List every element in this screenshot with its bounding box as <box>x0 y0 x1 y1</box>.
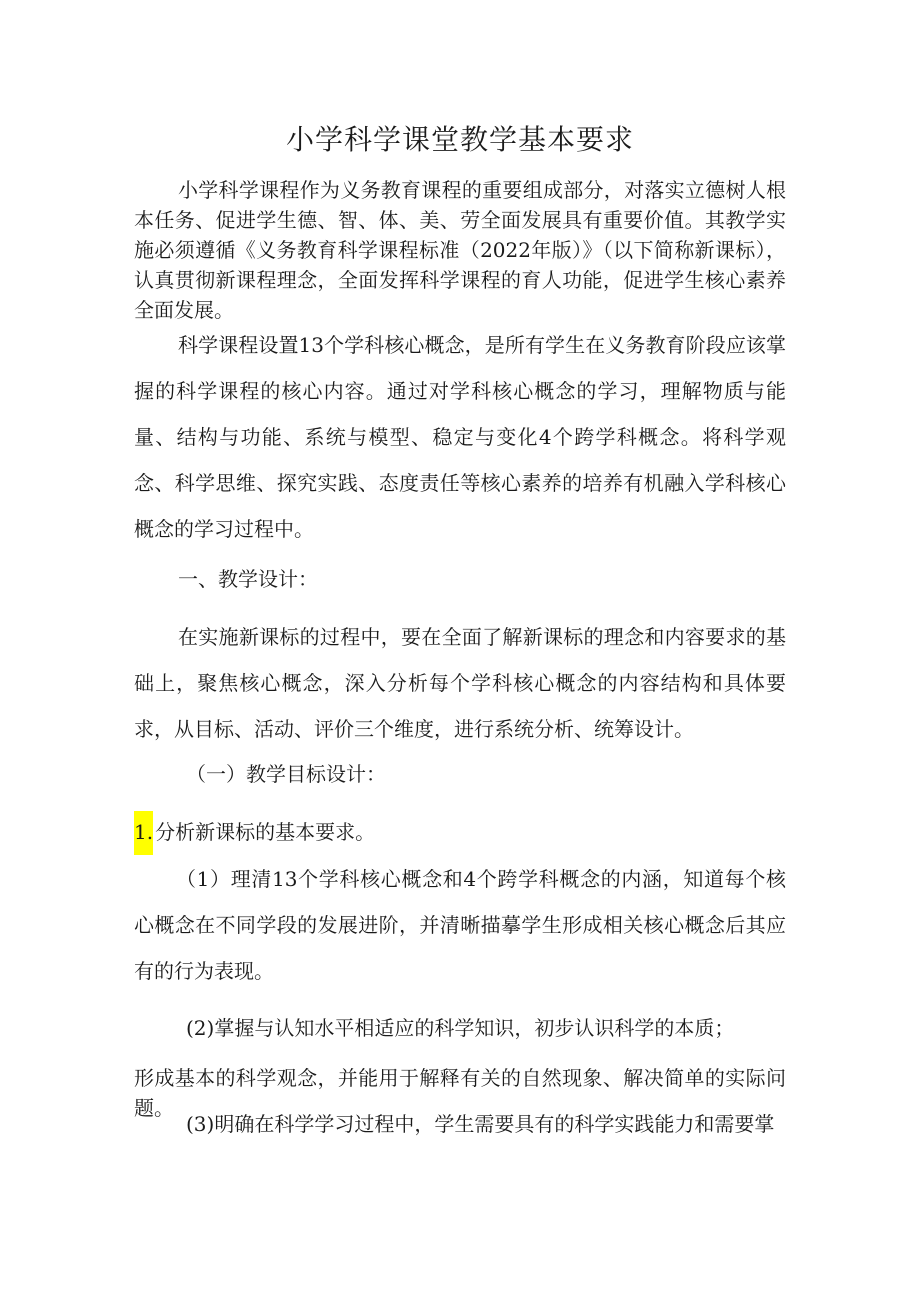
teaching-design-paragraph: 在实施新课标的过程中，要在全面了解新课标的理念和内容要求的基础上，聚焦核心概念，深入分析每个学科核心概念的内容结构和具体要求，从目标、活动、评价三个维度，进行系统分析、统筹设计。 <box>134 625 786 741</box>
intro-paragraph: 小学科学课程作为义务教育课程的重要组成部分，对落实立德树人根本任务、促进学生德、智、体、美、劳全面发展具有重要价值。其教学实施必须遵循《义务教育科学课程标准（2022年版）》（以下简称新课标），认真贯彻新课程理念，全面发挥科学课程的育人功能，促进学生核心素养全面发展。 <box>134 178 786 322</box>
point-2-line-2: 形成基本的科学观念，并能用于解释有关的自然现象、解决简单的实际问题。 <box>134 1066 786 1120</box>
list-item-1-text: 分析新课标的基本要求。 <box>155 820 376 844</box>
list-item-1 <box>134 811 786 855</box>
document-title: 小学科学课堂教学基本要求 <box>285 123 634 156</box>
section-heading-teaching-design: 一、教学设计： <box>178 567 318 591</box>
highlighted-item-number: 1. <box>134 811 153 855</box>
point-3-paragraph: (3)明确在科学学习过程中，学生需要具有的科学实践能力和需要掌 <box>186 1112 775 1136</box>
subsection-heading-teaching-goals: （一）教学目标设计： <box>186 762 386 786</box>
point-2-line-1: (2)掌握与认知水平相适应的科学知识，初步认识科学的本质； <box>186 1016 735 1040</box>
core-concepts-paragraph: 科学课程设置13个学科核心概念，是所有学生在义务教育阶段应该掌握的科学课程的核心内容。通过对学科核心概念的学习，理解物质与能量、结构与功能、系统与模型、稳定与变化4个跨学科概念。将科学观念、科学思维、探究实践、态度责任等核心素养的培养有机融入学科核心概念的学习过程中。 <box>134 333 786 541</box>
point-1-paragraph: （1）理清13个学科核心概念和4个跨学科概念的内涵，知道每个核心概念在不同学段的发展进阶，并清晰描摹学生形成相关核心概念后其应有的行为表现。 <box>134 867 786 983</box>
